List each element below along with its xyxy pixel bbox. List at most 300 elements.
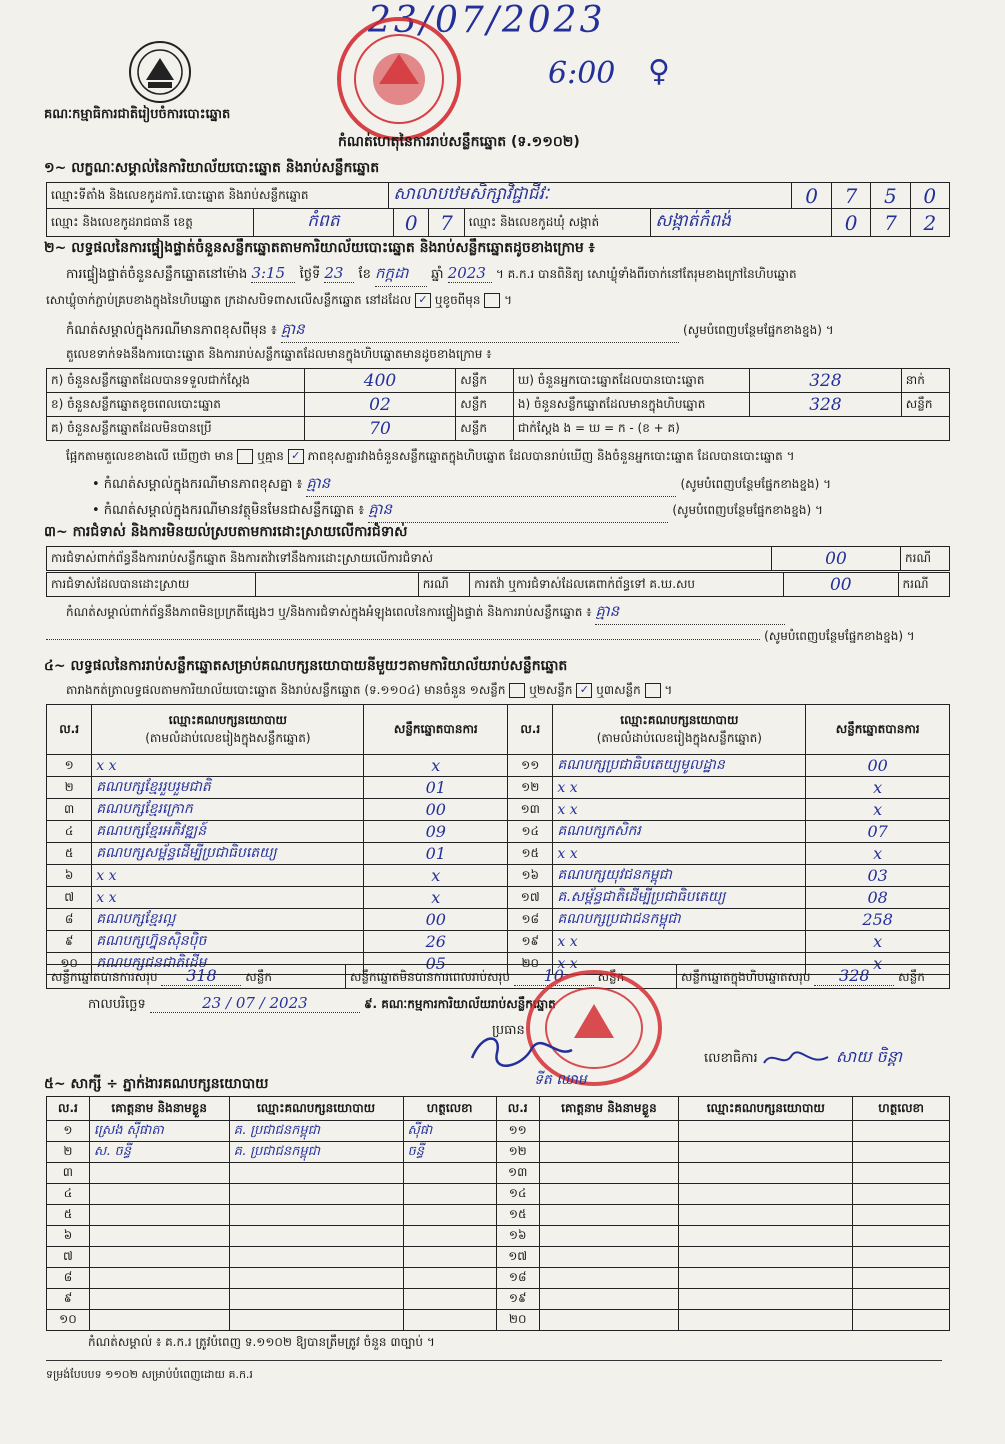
totals-table [46,964,950,989]
party-row [47,777,950,799]
party-votes: 26 [364,931,508,953]
party-name: គណបក្សខ្មែរអភិវឌ្ឍន៍ [92,821,364,843]
witness-no: ៦ [47,1226,90,1247]
three-sheet-checkbox[interactable] [645,683,661,698]
location-code-digit: 0 [792,183,831,209]
col-no: ល.រ [47,705,92,755]
party-no: ៨ [47,909,92,931]
party-votes: x [806,843,950,865]
no-difference-checkbox[interactable]: ✓ [288,449,304,464]
unit: សន្លឹក [245,970,272,984]
witness-row [47,1268,950,1289]
witness-no: ៣ [47,1163,90,1184]
total-invalid-value: 10 [514,966,594,986]
date-value: 23 / 07 / 2023 [150,994,360,1013]
section1-heading: ១~ លក្ខណៈសម្គាល់នៃការិយាល័យបោះឆ្នោត និងរាប់សន្លឹកឆ្នោត [44,160,380,176]
party-row [47,865,950,887]
party-votes: 03 [806,865,950,887]
party-no: ៧ [47,887,92,909]
witness-name [539,1121,679,1142]
row-label: ឃ) ចំនួនអ្នកបោះឆ្នោតដែលបានបោះឆ្នោត [513,369,749,393]
party-name: គណបក្សយុវជនកម្ពុជា [553,865,806,887]
party-name: គណបក្សកសិករ [553,821,806,843]
witness-row [47,1310,950,1331]
two-sheet-checkbox[interactable]: ✓ [576,683,592,698]
witness-party [679,1289,853,1310]
party-no: ៥ [47,843,92,865]
damaged-checkbox[interactable] [484,293,500,308]
intro-text: ឆ្នាំ [431,267,444,282]
party-name: x x [553,953,806,975]
party-no: ១៩ [508,931,553,953]
sheets-line: តារាងកត់ត្រាលទ្ធផលតាមការិយាល័យបោះឆ្នោត និងរាប់សន្លឹកឆ្នោត (ទ.១១០៤) មានចំនួន ១សន្លឹក ឬ២សន្លឹក ✓ ឬ៣សន្លឹក ។ [66,683,673,697]
party-results-table [46,704,950,975]
has-difference-checkbox[interactable] [237,449,253,464]
party-votes: 07 [806,821,950,843]
witness-name [539,1310,679,1331]
province-code-digit: 7 [429,209,464,237]
province-value: កំពត [253,209,393,237]
col-party: ឈ្មោះគណបក្សនយោបាយ [229,1097,403,1121]
witness-party [229,1163,403,1184]
party-name: គ.សម្ព័ន្ធជាតិដើម្បីប្រជាធិបតេយ្យ [553,887,806,909]
witness-name [539,1142,679,1163]
witness-footnote: កំណត់សម្គាល់ ៖ គ.ក.រ ត្រូវបំពេញ ទ.១១០២ ឱ្យបានត្រឹមត្រូវ ចំនួន ៣ច្បាប់ ។ [88,1335,435,1349]
party-name: គណបក្សខ្មែររួបរួមជាតិ [92,777,364,799]
party-name: x x [92,755,364,777]
check-text: ឬគ្មាន [257,449,284,463]
party-no: ១២ [508,777,553,799]
objection-count: 00 [772,547,901,571]
intro-text: ។ គ.ក.រ បានពិនិត្យ សោឃ្លុំទាំងពីរចាក់នៅតែរុមខាងក្រៅនៃហិបឆ្នោត [495,267,797,281]
witness-signature [853,1268,950,1289]
org-name: គណៈកម្មាធិការជាតិរៀបចំការបោះឆ្នោត [44,107,231,122]
witness-table [46,1096,950,1331]
party-no: ៩ [47,931,92,953]
party-no: ១១ [508,755,553,777]
party-row [47,887,950,909]
note-hint: (សូមបំពេញបន្ថែមផ្នែកខាងខ្នង) ។ [764,629,915,643]
spoiled-ballots-value: 02 [304,393,456,417]
witness-party [229,1205,403,1226]
time-value: 3:15 [251,264,295,283]
bullet-label: • កំណត់សម្គាល់ក្នុងករណីមានវត្ថុមិនមែនជាសន្លឹកឆ្នោត ៖ [92,503,365,518]
unit: ករណី [898,573,950,597]
col-votes: សន្លឹកឆ្នោតបានការ [806,705,950,755]
witness-no: ១២ [496,1142,539,1163]
secretary-label: លេខាធិការ [704,1051,758,1066]
sheets-text: តារាងកត់ត្រាលទ្ធផលតាមការិយាល័យបោះឆ្នោត និងរាប់សន្លឹកឆ្នោត (ទ.១១០៤) មានចំនួន ១សន្លឹក [66,683,506,697]
party-name: គណបក្សខ្មែរក្រោក [92,799,364,821]
witness-signature: ស៊ីផា [403,1121,496,1142]
witness-no: ៤ [47,1184,90,1205]
witness-signature [853,1142,950,1163]
formula: ជាក់ស្តែង ង = ឃ = ក - (ខ + គ) [513,417,949,441]
party-votes: 00 [364,909,508,931]
col-sign: ហត្ថលេខា [403,1097,496,1121]
party-no: ១០ [47,953,92,975]
witness-row [47,1184,950,1205]
total-valid-value: 318 [161,966,241,986]
witness-no: ៨ [47,1268,90,1289]
unit: សន្លឹក [901,393,949,417]
appeal-count: 00 [784,573,898,597]
witness-party [679,1142,853,1163]
unused-ballots-value: 70 [304,417,456,441]
witness-name [539,1226,679,1247]
witness-no: ១១ [496,1121,539,1142]
party-row [47,755,950,777]
witness-row [47,1205,950,1226]
province-code-digit: 0 [394,209,429,237]
section4-heading: ៤~ លទ្ធផលនៃការរាប់សន្លឹកឆ្នោតសម្រាប់គណបក្សនយោបាយនីមួយៗតាមការិយាល័យរាប់សន្លឹកឆ្នោត [44,658,568,674]
irregularity-note [66,602,785,625]
witness-no: ១៦ [496,1226,539,1247]
row-label: គ) ចំនួនសន្លឹកឆ្នោតដែលមិនបានប្រើ [47,417,305,441]
col-votes: សន្លឹកឆ្នោតបានការ [364,705,508,755]
witness-signature [403,1289,496,1310]
party-no: ៤ [47,821,92,843]
bullet-value: គ្មាន [368,500,668,523]
party-votes: 00 [364,799,508,821]
witness-no: ២ [47,1142,90,1163]
handwritten-date: 23/07/2023 [368,0,606,41]
committee-label: ៩. គណៈកម្មការការិយាល័យរាប់សន្លឹកឆ្នោត [364,997,556,1011]
witness-signature: ចន្ធី [403,1142,496,1163]
objection-table [46,546,950,571]
witness-no: ៧ [47,1247,90,1268]
objection-table-row2 [46,572,950,597]
party-name: x x [553,843,806,865]
party-no: ១៧ [508,887,553,909]
party-votes: x [364,865,508,887]
witness-signature [853,1163,950,1184]
col-party: ឈ្មោះគណបក្សនយោបាយ [679,1097,853,1121]
province-label: ឈ្មោះ និងលេខកូដរាជធានី ខេត្ត [47,209,254,237]
form-title: កំណត់ហេតុនៃការរាប់សន្លឹកឆ្នោត (ទ.១១០២) [338,134,580,150]
table-intro: តួលេខទាក់ទងនឹងការបោះឆ្នោត និងការរាប់សន្លឹកឆ្នោតដែលមានក្នុងហិបឆ្នោតមានដូចខាងក្រោម ៖ [66,347,492,361]
witness-signature [853,1310,950,1331]
location-code-digit: 0 [910,183,949,209]
bullet-foreign-object [92,500,823,523]
party-no: ១៤ [508,821,553,843]
party-name: គណបក្សហ្វ៊ុនស៊ិនប៉ិច [92,931,364,953]
note-value: គ្មាន [281,320,679,343]
witness-name [89,1184,229,1205]
witness-no: ៥ [47,1205,90,1226]
witness-signature [403,1247,496,1268]
bullet-label: • កំណត់សម្គាល់ក្នុងករណីមានភាពខុសគ្នា ៖ [92,477,303,492]
witness-row [47,1289,950,1310]
witness-party [229,1310,403,1331]
appeal-label: ការតវ៉ា ឬការជំទាស់ដែលគេពាក់ព័ន្ធទៅ គ.ឃ.សប [470,573,784,597]
check-text: ភាពខុសគ្នារវាងចំនួនសន្លឹកឆ្នោតក្នុងហិបឆ្នោត ដែលបានរាប់ឃើញ និងចំនួនអ្នកបោះឆ្នោត ដែលបានបោះឆ្នោត ។ [307,449,795,463]
unit: សន្លឹក [597,970,625,984]
witness-row [47,1247,950,1268]
intro-text: ថ្ងៃទី [299,267,321,282]
witness-no: ៩ [47,1289,90,1310]
witness-name [89,1247,229,1268]
note-value: គ្មាន [595,602,785,625]
party-no: ១ [47,755,92,777]
difference-note [66,320,834,343]
party-votes: 01 [364,843,508,865]
party-votes: x [806,799,950,821]
objection-label: ការជំទាស់ពាក់ព័ន្ធនឹងការរាប់សន្លឹកឆ្នោត និងការតវ៉ាទៅនឹងការដោះស្រាយលើការជំទាស់ [47,547,772,571]
witness-signature [853,1121,950,1142]
party-no: ២ [47,777,92,799]
witness-row [47,1121,950,1142]
witness-signature [853,1205,950,1226]
sheets-text: ឬ២សន្លឹក [529,683,573,697]
witness-party: គ. ប្រជាជនកម្ពុជា [229,1142,403,1163]
day-value: 23 [324,264,354,283]
witness-no: ១៣ [496,1163,539,1184]
party-name: x x [92,887,364,909]
witness-name [539,1163,679,1184]
row-label: ង) ចំនួនសន្លឹកឆ្នោតដែលមានក្នុងហិបឆ្នោត [513,393,749,417]
commune-code-digit: 7 [871,209,910,237]
party-votes: x [806,931,950,953]
unit: ករណី [901,547,950,571]
witness-no: ១៩ [496,1289,539,1310]
witness-name [89,1226,229,1247]
witness-name [539,1205,679,1226]
witness-no: ១ [47,1121,90,1142]
row-label: ខ) ចំនួនសន្លឹកឆ្នោតខូចពេលបោះឆ្នោត [47,393,305,417]
party-no: ១៣ [508,799,553,821]
witness-name [89,1163,229,1184]
unchanged-checkbox[interactable]: ✓ [415,293,431,308]
party-votes: 09 [364,821,508,843]
party-row [47,843,950,865]
bullet-difference [92,474,831,497]
party-no: ៦ [47,865,92,887]
unit: សន្លឹក [898,970,925,984]
col-no: ល.រ [508,705,553,755]
party-votes: x [364,887,508,909]
total-box-value: 328 [814,966,894,986]
province-table [46,208,950,237]
witness-party [679,1121,853,1142]
witness-name: ស្រេង ស៊ីផាតា [89,1121,229,1142]
witness-party [229,1289,403,1310]
party-votes: x [364,755,508,777]
commune-value: សង្កាត់កំពង់ [651,209,832,237]
witness-signature [403,1310,496,1331]
col-party-title: ឈ្មោះគណបក្សនយោបាយ [168,712,287,727]
location-label: ឈ្មោះទីតាំង និងលេខកូដការិ.បោះឆ្នោត និងរាប់សន្លឹកឆ្នោត [47,183,389,209]
party-name: គណបក្សខ្មែរល្អ [92,909,364,931]
party-row [47,821,950,843]
witness-party [679,1205,853,1226]
witness-signature [403,1226,496,1247]
discrepancy-line [66,448,795,466]
witness-signature [403,1184,496,1205]
secretary-signature [762,1047,832,1071]
party-no: ១៨ [508,909,553,931]
witness-signature [403,1205,496,1226]
witness-party: គ. ប្រជាជនកម្ពុជា [229,1121,403,1142]
witness-name [89,1310,229,1331]
witness-no: ១៨ [496,1268,539,1289]
section5-heading: ៥~ សាក្សី ÷ ភ្នាក់ងារគណបក្សនយោបាយ [44,1076,269,1092]
unit: នាក់ [901,369,949,393]
commune-code-digit: 0 [831,209,870,237]
unit: សន្លឹក [456,417,514,441]
witness-party [229,1247,403,1268]
witness-no: ១៥ [496,1205,539,1226]
witness-signature [403,1163,496,1184]
total-box-label: សន្លឹកឆ្នោតក្នុងហិបឆ្នោតសរុប [681,970,811,984]
commune-label: ឈ្មោះ និងលេខកូដឃុំ សង្កាត់ [464,209,651,237]
party-name: x x [553,799,806,821]
bullet-value: គ្មាន [306,474,676,497]
unit: សន្លឹក [456,393,514,417]
col-party-title: ឈ្មោះគណបក្សនយោបាយ [620,712,739,727]
unit: សន្លឹក [456,369,514,393]
sheets-text: ឬ៣សន្លឹក [596,683,641,697]
voters-value: 328 [750,369,902,393]
one-sheet-checkbox[interactable] [509,683,525,698]
col-name: គោត្តនាម និងនាមខ្លួន [89,1097,229,1121]
col-party-sub: (តាមលំដាប់លេខរៀងក្នុងសន្លឹកឆ្នោត) [596,730,762,745]
witness-party [679,1268,853,1289]
commune-code-digit: 2 [910,209,949,237]
col-sign: ហត្ថលេខា [853,1097,950,1121]
party-name: x x [553,777,806,799]
col-no: ល.រ [496,1097,539,1121]
bullet-hint: (សូមបំពេញបន្ថែមផ្នែកខាងខ្នង) ។ [680,477,832,491]
witness-signature [853,1247,950,1268]
witness-no: ២០ [496,1310,539,1331]
party-name: x x [553,931,806,953]
witness-signature [853,1289,950,1310]
party-votes: 01 [364,777,508,799]
witness-party [229,1226,403,1247]
party-name: គណបក្សសម្ព័ន្ធដើម្បីប្រជាធិបតេយ្យ [92,843,364,865]
witness-no: ១៧ [496,1247,539,1268]
witness-name: ស. ចន្ធី [89,1142,229,1163]
witness-signature [853,1226,950,1247]
row-label: ក) ចំនួនសន្លឹកឆ្នោតដែលបានទទួលជាក់ស្តែង [47,369,305,393]
note-label: កំណត់សម្គាល់ក្នុងករណីមានភាពខុសពីមុន ៖ [66,323,277,338]
location-table [46,182,950,209]
witness-name [539,1247,679,1268]
verification-line [66,264,797,287]
total-valid-cell [47,965,346,989]
party-name: x x [92,865,364,887]
check-text: ផ្អែកតាមតួលេខខាងលើ ឃើញថា មាន [66,449,234,463]
unit: ករណី [418,573,469,597]
location-code-digit: 7 [831,183,870,209]
note-hint: (សូមបំពេញបន្ថែមផ្នែកខាងខ្នង) ។ [683,323,834,337]
party-no: ១៥ [508,843,553,865]
party-votes: 00 [806,755,950,777]
witness-name [539,1184,679,1205]
witness-party [229,1268,403,1289]
witness-no: ១៤ [496,1184,539,1205]
witness-party [679,1163,853,1184]
year-value: 2023 [448,264,492,283]
intro-text: សោឃ្លុំចាក់ភ្ជាប់គ្របខាងក្នុងនៃហិបឆ្នោត ក្រដាសបិទពាសលើសន្លឹកឆ្នោត នៅដដែល [46,293,412,307]
resolved-label: ការជំទាស់ដែលបានដោះស្រាយ [47,573,256,597]
party-votes: 08 [806,887,950,909]
total-invalid-label: សន្លឹកឆ្នោតមិនបានការពេលរាប់សរុប [350,970,510,984]
intro-text: ខែ [358,267,371,282]
secretary-name: សាយ ចិន្តា [835,1047,902,1066]
ballots-in-box-value: 328 [750,393,902,417]
witness-name [89,1205,229,1226]
section3-heading: ៣~ ការជំទាស់ និងការមិនយល់ស្របតាមការដោះស្រាយលើការជំទាស់ [44,524,408,540]
col-name: គោត្តនាម និងនាមខ្លួន [539,1097,679,1121]
chair-name: ទីត ឈាម [534,1072,587,1088]
party-name: គណបក្សប្រជាធិបតេយ្យមូលដ្ឋាន [553,755,806,777]
party-row [47,799,950,821]
witness-name [539,1268,679,1289]
bullet-hint: (សូមបំពេញបន្ថែមផ្នែកខាងខ្នង) ។ [672,503,823,517]
party-row [47,931,950,953]
party-votes: 05 [364,953,508,975]
resolved-value [255,573,418,597]
witness-row [47,1226,950,1247]
total-box-cell [677,965,950,989]
footer-rule [46,1360,942,1361]
total-valid-label: សន្លឹកឆ្នោតបានការសរុប [51,970,158,984]
witness-signature [403,1268,496,1289]
party-name: គណបក្សជនជាតិដើម [92,953,364,975]
footer-text: ទម្រង់បែបបទ ១១០២ សម្រាប់បំពេញដោយ គ.ក.រ [46,1368,253,1381]
party-votes: x [806,777,950,799]
witness-party [679,1310,853,1331]
witness-row [47,1142,950,1163]
verification-line2: សោឃ្លុំចាក់ភ្ជាប់គ្របខាងក្នុងនៃហិបឆ្នោត ក្រដាសបិទពាសលើសន្លឹកឆ្នោត នៅដដែល ✓ ឬខូចពីមុន ។ [46,293,513,307]
witness-party [679,1184,853,1205]
witness-name [89,1289,229,1310]
official-stamp-top [334,14,464,144]
note-label: កំណត់សម្គាល់ពាក់ព័ន្ធនឹងភាពមិនប្រក្រតីផ្សេងៗ ឬ/និងការជំទាស់ក្នុងអំឡុងពេលនៃការផ្ទៀងផ្ទាត់ និងការរាប់សន្លឹកឆ្នោត ៖ [66,605,592,619]
party-votes: 258 [806,909,950,931]
election-committee-logo [126,38,194,106]
handwritten-time: 6:00 [548,56,616,91]
witness-no: ១០ [47,1310,90,1331]
party-no: ២០ [508,953,553,975]
section2-heading: ២~ លទ្ធផលនៃការផ្ទៀងផ្ទាត់ចំនួនសន្លឹកឆ្នោតតាមការិយាល័យបោះឆ្នោត និងរាប់សន្លឹកឆ្នោតដូចខាងក្រោម ៖ [44,240,595,256]
witness-signature [853,1184,950,1205]
secretary-line [704,1046,902,1071]
month-value: កក្កដា [375,264,427,287]
party-no: ១៦ [508,865,553,887]
location-value: សាលាបឋមសិក្សាវិជ្ជាជីវៈ [389,183,792,209]
witness-party [679,1226,853,1247]
party-no: ៣ [47,799,92,821]
witness-party [679,1247,853,1268]
intro-text: ការផ្ទៀងផ្ទាត់ចំនួនសន្លឹកឆ្នោតនៅម៉ោង [66,267,248,282]
date-line [88,994,556,1015]
ballot-count-table [46,368,950,441]
chair-label: ប្រធាន [492,1023,525,1038]
witness-name [539,1289,679,1310]
witness-name [89,1268,229,1289]
party-votes: x [806,953,950,975]
handwritten-initial: ♀ [648,54,670,89]
intro-text: ឬខូចពីមុន [434,293,481,307]
witness-party [229,1184,403,1205]
party-row [47,909,950,931]
received-ballots-value: 400 [304,369,456,393]
col-no: ល.រ [47,1097,90,1121]
date-label: កាលបរិច្ឆេទ [88,997,146,1012]
